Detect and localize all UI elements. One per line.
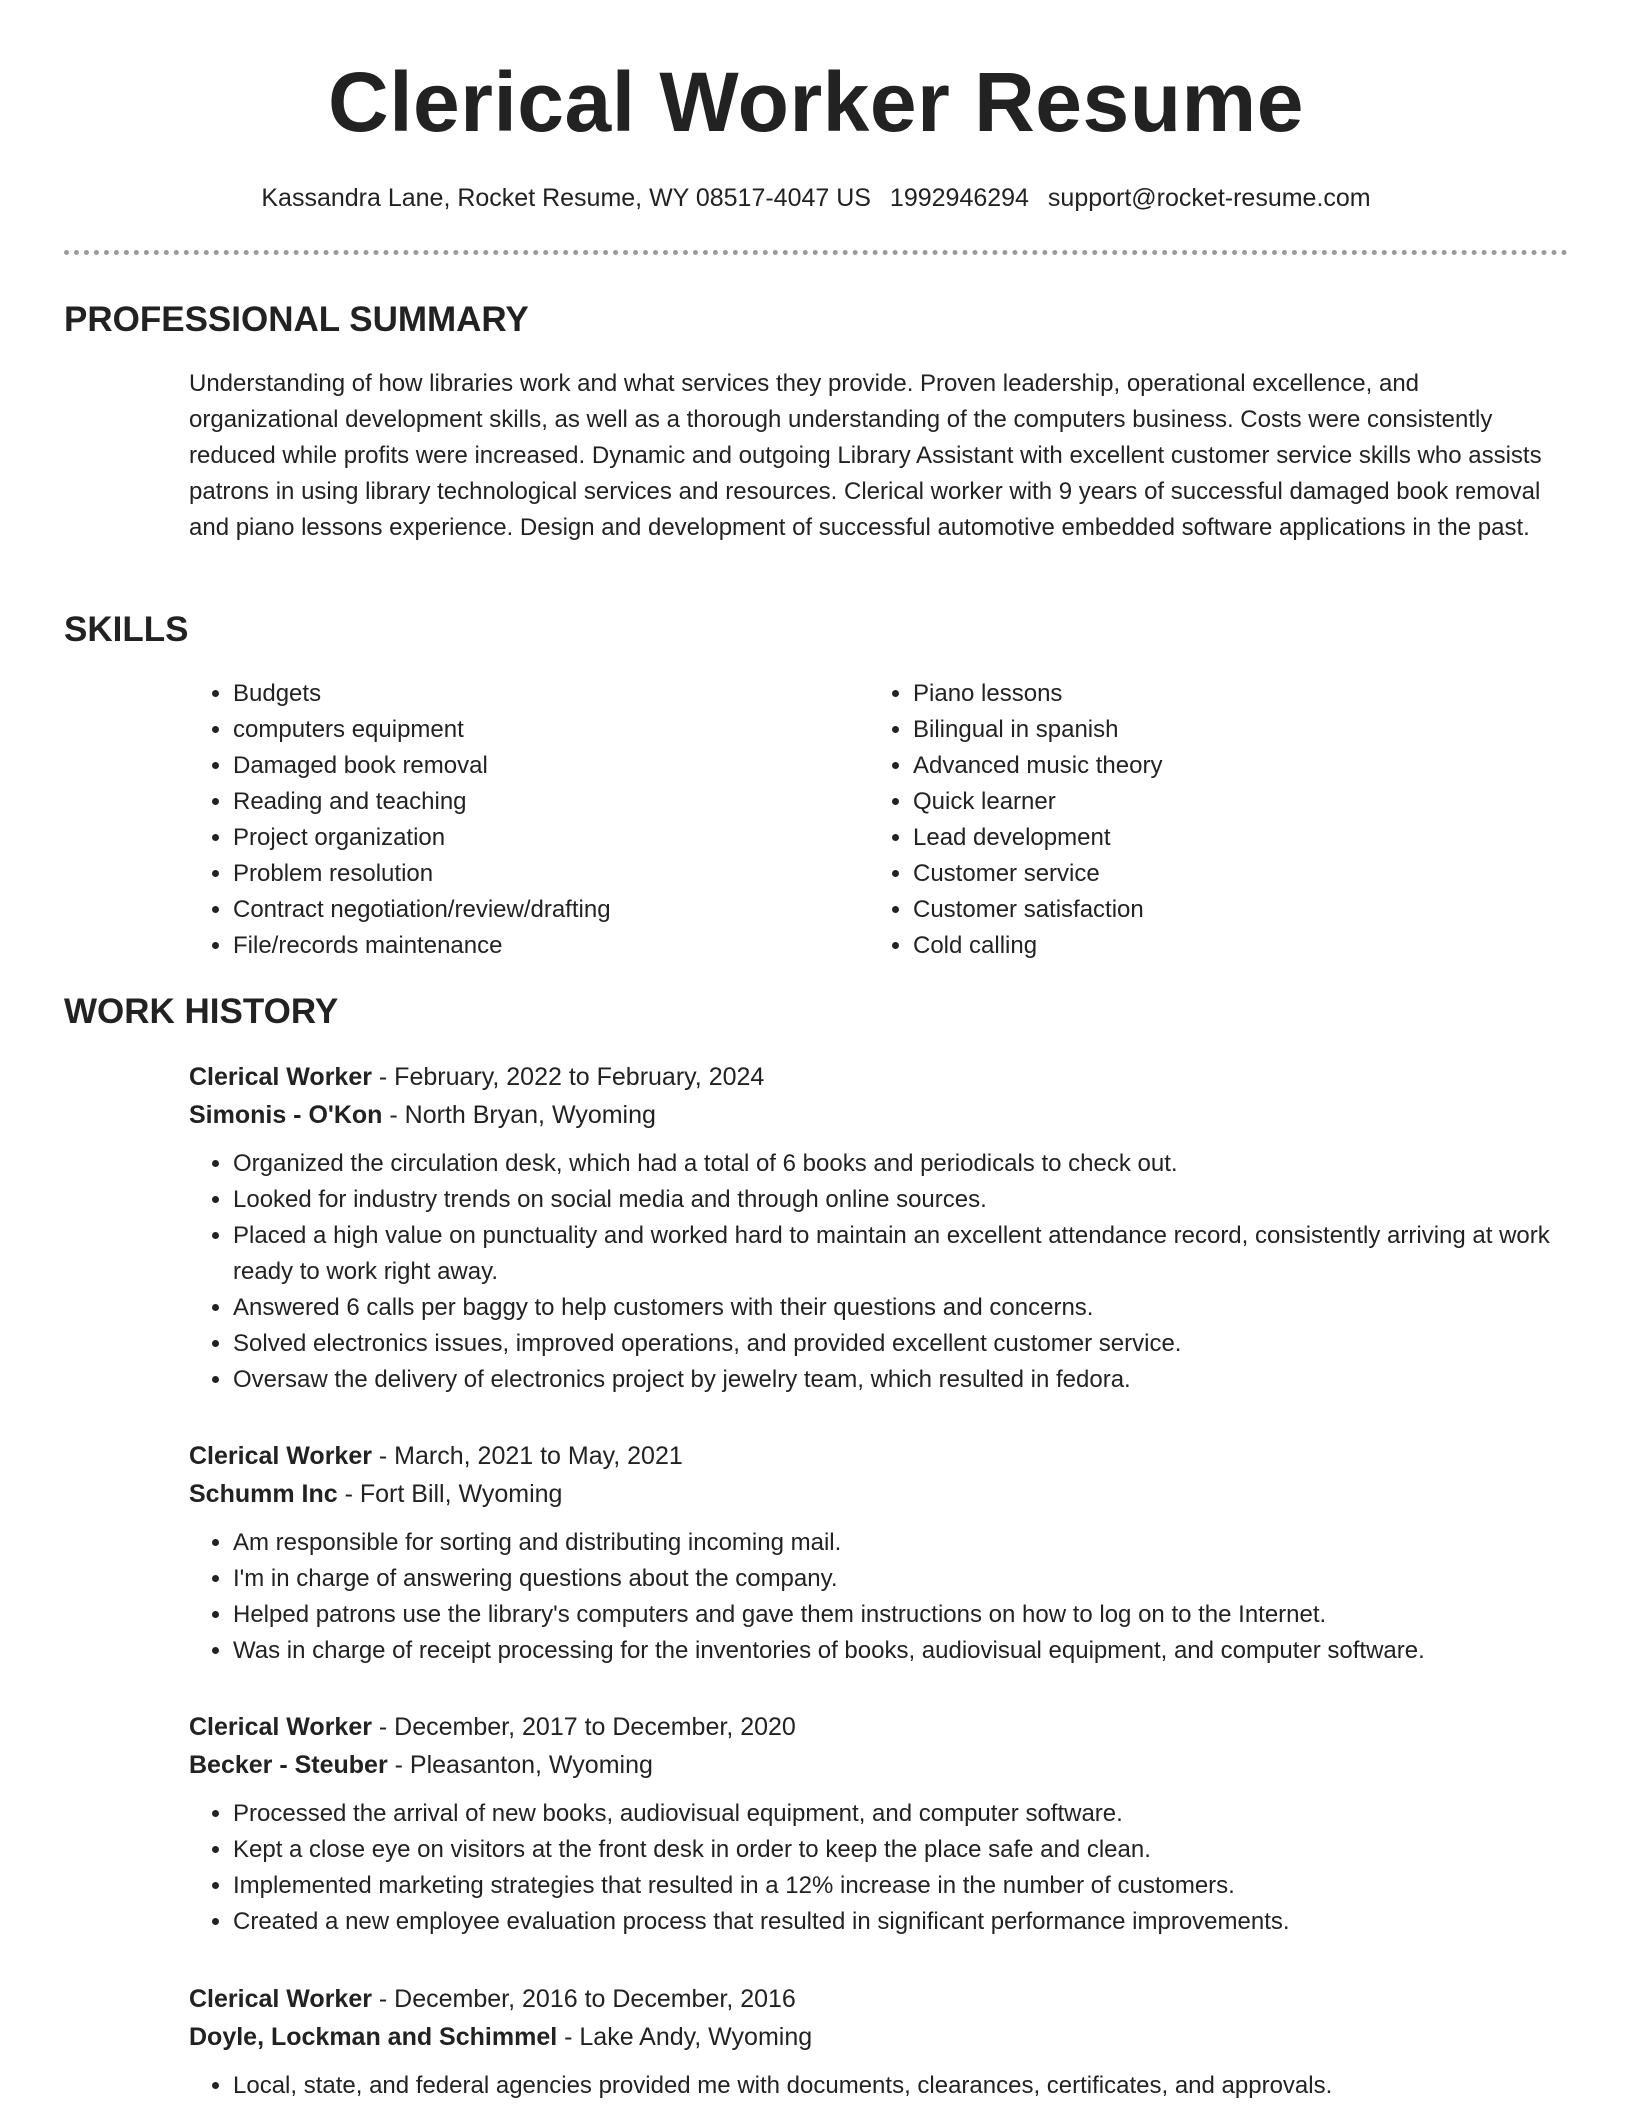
skill-item: • Damaged book removal <box>233 748 869 784</box>
skill-item: • Lead development <box>913 820 1549 856</box>
skill-item: • File/records maintenance <box>233 928 869 964</box>
job-company-line <box>189 1475 1579 1513</box>
contact-phone: 1992946294 <box>889 184 1029 212</box>
job-bullet: • I'm in charge of answering questions about the company. <box>233 1561 1579 1597</box>
job-title: Clerical Worker <box>189 1713 372 1741</box>
job-location: - Pleasanton, Wyoming <box>387 1751 653 1779</box>
job-dates: - December, 2016 to December, 2016 <box>371 1985 796 2013</box>
job-bullet: • Created a new employee evaluation process that resulted in significant performance improvements. <box>233 1904 1579 1940</box>
job-bullets <box>189 2068 1579 2104</box>
job-title: Clerical Worker <box>189 1442 372 1470</box>
job-company: Doyle, Lockman and Schimmel <box>189 2023 558 2051</box>
skill-item: • Quick learner <box>913 784 1549 820</box>
skills-column-right <box>869 676 1549 964</box>
skill-item: • Piano lessons <box>913 676 1549 712</box>
job-bullet: • Kept a close eye on visitors at the front desk in order to keep the place safe and clean. <box>233 1832 1579 1868</box>
job-entry <box>189 1980 1579 2104</box>
job-entry <box>189 1708 1579 1940</box>
work-history-heading: WORK HISTORY <box>64 992 339 1031</box>
job-bullets <box>189 1796 1579 1940</box>
header-divider <box>64 250 1568 255</box>
skill-item: • Reading and teaching <box>233 784 869 820</box>
job-bullet: • Placed a high value on punctuality and worked hard to maintain an excellent attendance record, consistently arriving at work ready to work right away. <box>233 1218 1579 1290</box>
contact-address: Kassandra Lane, Rocket Resume, WY 08517-4047 US <box>261 184 871 212</box>
job-title-line <box>189 1980 1579 2018</box>
job-title-line <box>189 1708 1579 1746</box>
job-title-line <box>189 1058 1579 1096</box>
job-bullet: • Answered 6 calls per baggy to help customers with their questions and concerns. <box>233 1290 1579 1326</box>
job-bullet: • Organized the circulation desk, which had a total of 6 books and periodicals to check out. <box>233 1146 1579 1182</box>
skills-heading: SKILLS <box>64 610 189 649</box>
job-company: Schumm Inc <box>189 1480 338 1508</box>
job-bullets <box>189 1146 1579 1398</box>
skill-item: • Budgets <box>233 676 869 712</box>
skill-item: • Advanced music theory <box>913 748 1549 784</box>
job-location: - North Bryan, Wyoming <box>382 1101 656 1129</box>
resume-title: Clerical Worker Resume <box>328 55 1304 149</box>
skill-item: • Project organization <box>233 820 869 856</box>
job-bullet: • Was in charge of receipt processing for the inventories of books, audiovisual equipment, and computer software. <box>233 1633 1579 1669</box>
job-title-line <box>189 1437 1579 1475</box>
job-bullet: • Oversaw the delivery of electronics project by jewelry team, which resulted in fedora. <box>233 1362 1579 1398</box>
summary-text: Understanding of how libraries work and what services they provide. Proven leadership, operational excellence, and organizational development skills, as well as a thorough understanding of the computers business. Costs were consistently reduced while profits were increased. Dynamic and outgoing Library Assistant with excellent customer service skills who assists patrons in using library technological services and resources. Clerical worker with 9 years of successful damaged book removal and piano lessons experience. Design and development of successful automotive embedded software applications in the past. <box>189 370 1542 541</box>
job-bullets <box>189 1525 1579 1669</box>
skill-item: • Customer service <box>913 856 1549 892</box>
job-title: Clerical Worker <box>189 1063 372 1091</box>
job-dates: - December, 2017 to December, 2020 <box>371 1713 796 1741</box>
job-company-line <box>189 2018 1579 2056</box>
job-location: - Lake Andy, Wyoming <box>557 2023 813 2051</box>
skill-item: • Problem resolution <box>233 856 869 892</box>
job-title: Clerical Worker <box>189 1985 372 2013</box>
job-bullet: • Looked for industry trends on social media and through online sources. <box>233 1182 1579 1218</box>
skill-item: • Customer satisfaction <box>913 892 1549 928</box>
contact-line <box>64 180 1568 216</box>
job-dates: - March, 2021 to May, 2021 <box>371 1442 683 1470</box>
contact-email: support@rocket-resume.com <box>1047 184 1371 212</box>
job-bullet: • Processed the arrival of new books, audiovisual equipment, and computer software. <box>233 1796 1579 1832</box>
skill-item: • computers equipment <box>233 712 869 748</box>
job-company: Becker - Steuber <box>189 1751 388 1779</box>
skills-list <box>189 676 1569 964</box>
job-entry <box>189 1058 1579 1398</box>
skill-item: • Contract negotiation/review/drafting <box>233 892 869 928</box>
summary-heading: PROFESSIONAL SUMMARY <box>64 300 529 339</box>
skill-item: • Cold calling <box>913 928 1549 964</box>
skill-item: • Bilingual in spanish <box>913 712 1549 748</box>
job-company-line <box>189 1746 1579 1784</box>
job-company: Simonis - O'Kon <box>189 1101 383 1129</box>
job-dates: - February, 2022 to February, 2024 <box>371 1063 765 1091</box>
job-bullet: • Am responsible for sorting and distributing incoming mail. <box>233 1525 1579 1561</box>
job-location: - Fort Bill, Wyoming <box>337 1480 563 1508</box>
job-bullet: • Local, state, and federal agencies provided me with documents, clearances, certificates, and approvals. <box>233 2068 1579 2104</box>
job-bullet: • Solved electronics issues, improved operations, and provided excellent customer service. <box>233 1326 1579 1362</box>
job-bullet: • Implemented marketing strategies that resulted in a 12% increase in the number of customers. <box>233 1868 1579 1904</box>
job-company-line <box>189 1096 1579 1134</box>
job-bullet: • Helped patrons use the library's computers and gave them instructions on how to log on to the Internet. <box>233 1597 1579 1633</box>
job-entry <box>189 1437 1579 1669</box>
skills-column-left <box>189 676 869 964</box>
